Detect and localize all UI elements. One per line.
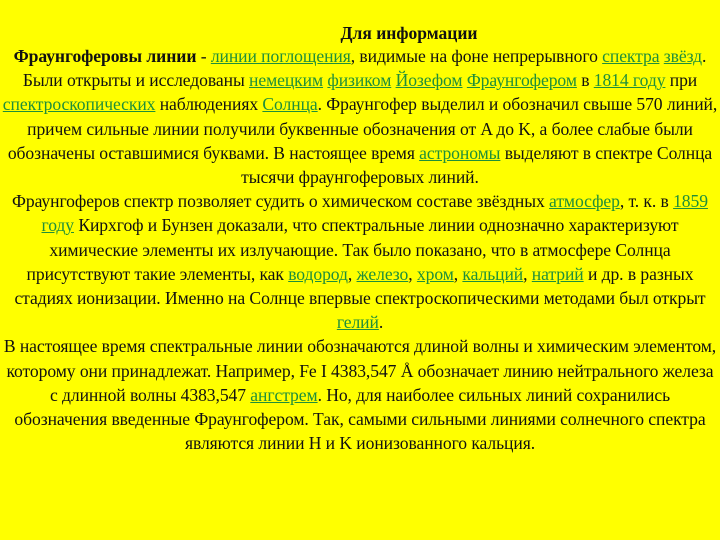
link-fraunhofer[interactable]: Фраунгофером xyxy=(466,70,577,91)
text: . xyxy=(378,312,384,333)
link-calcium[interactable]: кальций xyxy=(462,263,524,284)
link-astronomers[interactable]: астрономы xyxy=(419,142,501,163)
text: В настоящее время спектральные линии обозначаются длиной волны и химическим элементом, которому они принадлежат. Например, Fe I 4383,547 Å обозначает линию нейтрального железа с длинной волны 4383,547 xyxy=(3,336,717,405)
text: , xyxy=(453,263,463,284)
text: , т. к. в xyxy=(619,191,674,212)
link-german[interactable]: немецким xyxy=(249,70,324,91)
paragraph-chemical-composition xyxy=(2,189,718,334)
link-joseph[interactable]: Йозефом xyxy=(395,70,463,91)
text: . Но, для наиболее сильных линий сохранились обозначения введенные Фраунгофером. Так, самыми сильными линиями солнечного спектра являются линии H и K ионизованного кальция. xyxy=(14,384,706,454)
text: , видимые на фоне непрерывного xyxy=(350,46,603,66)
text: , xyxy=(347,263,357,284)
link-hydrogen[interactable]: водород xyxy=(288,263,348,284)
link-sun[interactable]: Солнца xyxy=(262,94,318,115)
link-stars[interactable]: звёзд xyxy=(663,46,703,66)
text: и др. в разных стадиях ионизации. Именно на Солнце впервые спектроскопическими методами был открыт xyxy=(14,263,706,309)
text: при xyxy=(665,70,698,91)
term-fraunhofer-lines: Фраунгоферовы линии xyxy=(13,46,197,66)
text: . Были открыты и исследованы xyxy=(22,46,707,91)
link-atmospheres[interactable]: атмосфер xyxy=(549,191,620,212)
text: , xyxy=(408,263,417,284)
link-physicist[interactable]: физиком xyxy=(327,70,392,91)
link-chromium[interactable]: хром xyxy=(416,263,454,284)
link-spectroscopic[interactable]: спектроскопических xyxy=(2,94,156,115)
text: в xyxy=(576,70,594,91)
text: . Фраунгофер выделил и обозначил свыше 570 линий, причем сильные линии получили буквенные обозначения от A до K, а более слабые были обозначены оставшимися буквами. В настоящее время xyxy=(7,94,718,163)
link-spectrum[interactable]: спектра xyxy=(602,46,660,66)
page-heading: Для информации xyxy=(340,23,478,43)
link-year-1859[interactable]: 1859 году xyxy=(41,191,708,236)
link-sodium[interactable]: натрий xyxy=(531,263,584,284)
text: - xyxy=(196,46,211,66)
link-helium[interactable]: гелий xyxy=(336,312,379,333)
text: выделяют в спектре Солнца тысячи фраунгоферовых линий. xyxy=(241,142,713,188)
text: , xyxy=(523,263,532,284)
text: Кирхгоф и Бунзен доказали, что спектральные линии однозначно характеризуют химические элементы их излучающие. Так было показано, что в атмосфере Солнца присутствуют такие элементы, как xyxy=(26,215,679,284)
text: наблюдениях xyxy=(155,94,263,115)
link-angstrom[interactable]: ангстрем xyxy=(250,384,318,405)
link-iron[interactable]: железо xyxy=(356,263,409,284)
link-year-1814[interactable]: 1814 году xyxy=(593,70,666,91)
link-absorption-lines[interactable]: линии поглощения xyxy=(210,46,351,66)
text: Фраунгоферов спектр позволяет судить о химическом составе звёздных xyxy=(12,191,550,212)
paragraph-line-notation xyxy=(2,334,718,455)
paragraph-fraunhofer-lines xyxy=(2,44,718,189)
